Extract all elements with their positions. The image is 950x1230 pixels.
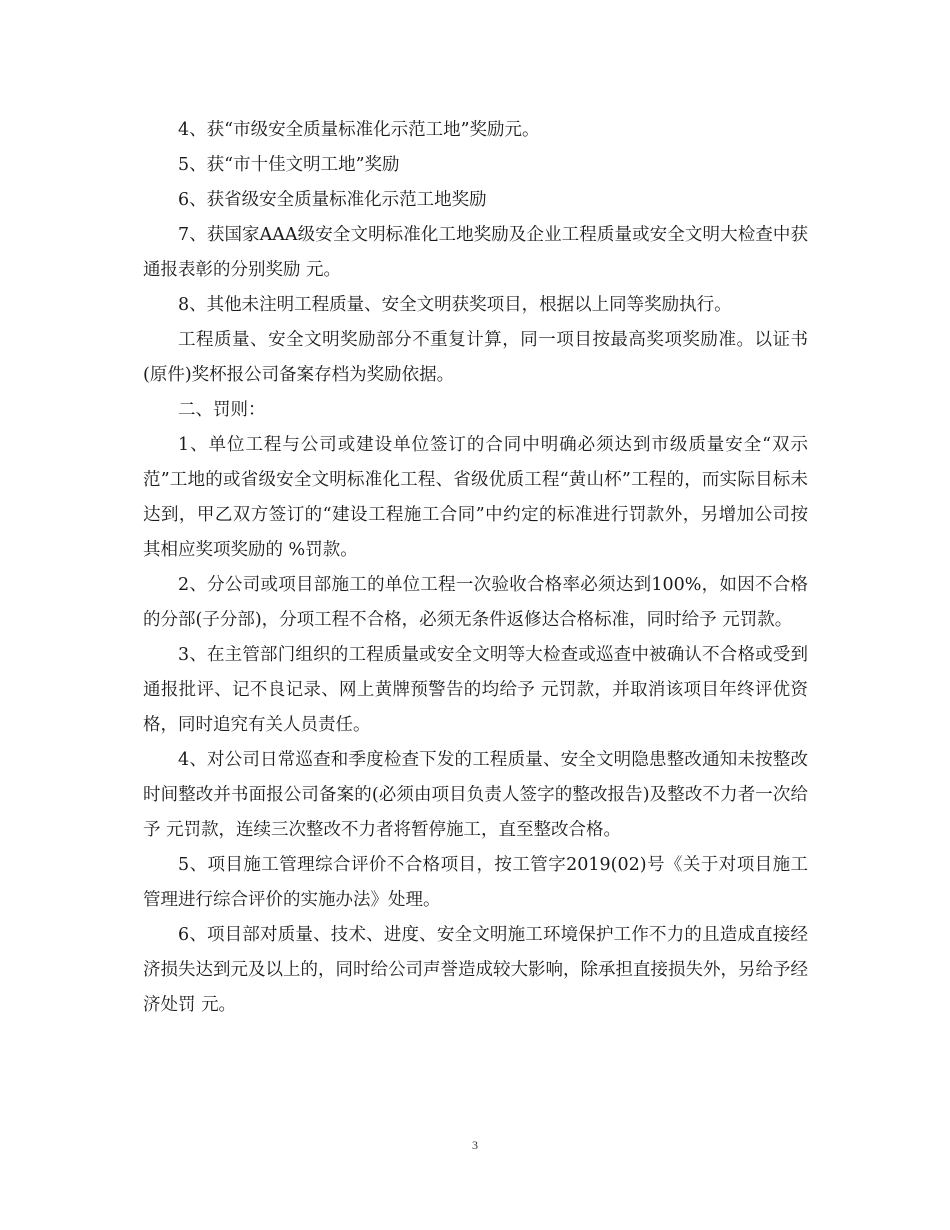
document-body bbox=[143, 113, 808, 1023]
paragraph-penalty-1: 1、单位工程与公司或建设单位签订的合同中明确必须达到市级质量安全“双示范”工地的或省级安全文明标准化工程、省级优质工程“黄山杯”工程的，而实际目标未达到，甲乙双方签订的“建设工程施工合同”中约定的标准进行罚款外，另增加公司按其相应奖项奖励的 %罚款。 bbox=[143, 435, 808, 560]
paragraph-penalty-6: 6、项目部对质量、技术、进度、安全文明施工环境保护工作不力的且造成直接经济损失达到元及以上的，同时给公司声誉造成较大影响，除承担直接损失外，另给予经济处罚 元。 bbox=[143, 925, 808, 1015]
paragraph-penalty-5: 5、项目施工管理综合评价不合格项目，按工管字2019(02)号《关于对项目施工管理进行综合评价的实施办法》处理。 bbox=[143, 855, 808, 910]
paragraph-penalty-3: 3、在主管部门组织的工程质量或安全文明等大检查或巡查中被确认不合格或受到通报批评、记不良记录、网上黄牌预警告的均给予 元罚款，并取消该项目年终评优资格，同时追究有关人员责任。 bbox=[143, 645, 808, 735]
paragraph-penalty-4: 4、对公司日常巡查和季度检查下发的工程质量、安全文明隐患整改通知未按整改时间整改并书面报公司备案的(必须由项目负责人签字的整改报告)及整改不力者一次给予 元罚款，连续三次整改不力者将暂停施工，直至整改合格。 bbox=[143, 750, 808, 840]
section-heading-penalties: 二、罚则： bbox=[178, 400, 266, 420]
paragraph-reward-8: 8、其他未注明工程质量、安全文明获奖项目，根据以上同等奖励执行。 bbox=[178, 295, 732, 315]
paragraph-reward-5: 5、获“市十佳文明工地”奖励 bbox=[178, 155, 400, 175]
paragraph-penalty-2: 2、分公司或项目部施工的单位工程一次验收合格率必须达到100%，如因不合格的分部(子分部)，分项工程不合格，必须无条件返修达合格标准，同时给予 元罚款。 bbox=[143, 575, 808, 630]
paragraph-reward-note: 工程质量、安全文明奖励部分不重复计算，同一项目按最高奖项奖励准。以证书(原件)奖杯报公司备案存档为奖励依据。 bbox=[143, 330, 808, 385]
page-number: 3 bbox=[472, 1138, 478, 1152]
paragraph-reward-6: 6、获省级安全质量标准化示范工地奖励 bbox=[178, 190, 487, 210]
paragraph-reward-7: 7、获国家AAA级安全文明标准化工地奖励及企业工程质量或安全文明大检查中获通报表彰的分别奖励 元。 bbox=[143, 225, 808, 280]
paragraph-reward-4: 4、获“市级安全质量标准化示范工地”奖励元。 bbox=[178, 120, 540, 140]
